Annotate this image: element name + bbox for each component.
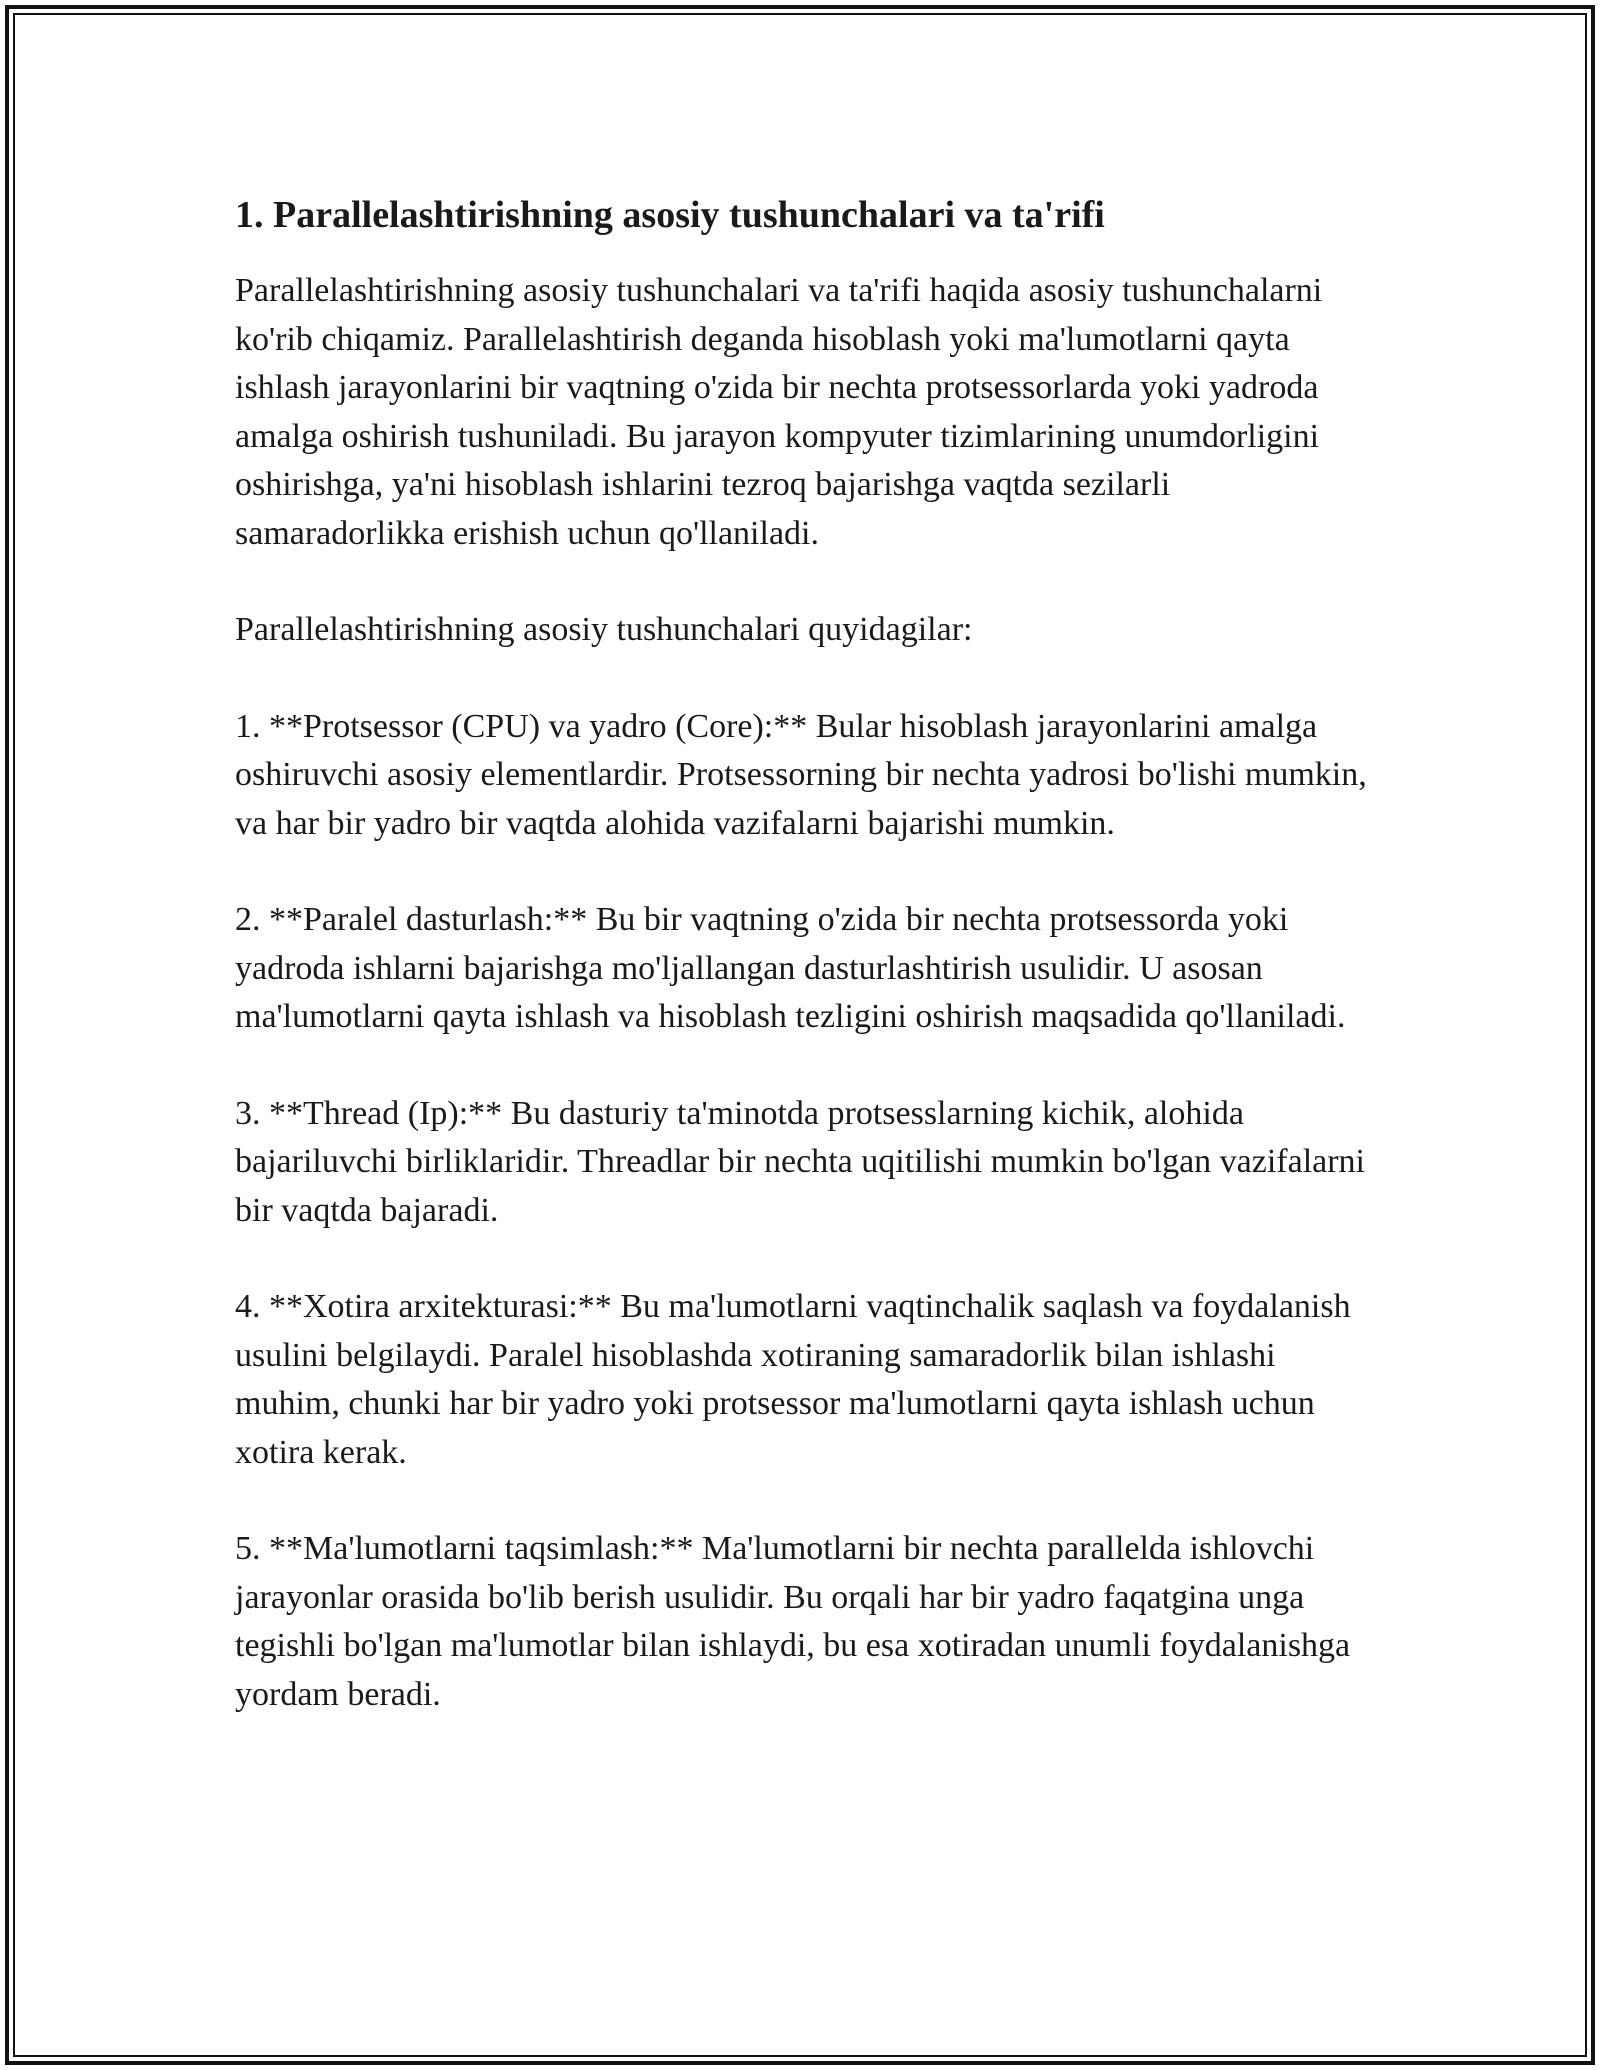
list-intro-paragraph: Parallelashtirishning asosiy tushunchalari quyidagilar: xyxy=(235,611,973,648)
document-body xyxy=(235,185,1380,1767)
list-item-cpu-core: 1. **Protsessor (CPU) va yadro (Core):** Bular hisoblash jarayonlarini amalga oshiruvchi asosiy elementlardir. Protsessorning bir nechta yadrosi bo'lishi mumkin, va har bir yadro bir vaqtda alohida vazifalarni bajarishi mumkin. xyxy=(235,707,1367,842)
list-item-data-distribution: 5. **Ma'lumotlarni taqsimlash:** Ma'lumotlarni bir nechta parallelda ishlovchi jarayonlar orasida bo'lib berish usulidir. Bu orqali har bir yadro faqatgina unga tegishli bo'lgan ma'lumotlar bilan ishlaydi, bu esa xotiradan unumli foydalanishga yordam beradi. xyxy=(235,1530,1351,1713)
list-item-thread: 3. **Thread (Ip):** Bu dasturiy ta'minotda protsesslarning kichik, alohida bajariluvchi birliklaridir. Threadlar bir nechta uqitilishi mumkin bo'lgan vazifalarni bir vaqtda bajaradi. xyxy=(235,1094,1366,1229)
list-item-parallel-programming: 2. **Paralel dasturlash:** Bu bir vaqtning o'zida bir nechta protsessorda yoki yadroda ishlarni bajarishga mo'ljallangan dasturlashtirish usulidir. U asosan ma'lumotlarni qayta ishlash va hisoblash tezligini oshirish maqsadida qo'llaniladi. xyxy=(235,901,1346,1035)
intro-paragraph: Parallelashtirishning asosiy tushunchalari va ta'rifi haqida asosiy tushunchalarni ko'rib chiqamiz. Parallelashtirish deganda hisoblash yoki ma'lumotlarni qayta ishlash jarayonlarini bir vaqtning o'zida bir nechta protsessorlarda yoki yadroda amalga oshirish tushuniladi. Bu jarayon kompyuter tizimlarining unumdorligini oshirishga, ya'ni hisoblash ishlarini tezroq bajarishga vaqtda sezilarli samaradorlikka erishish uchun qo'llaniladi. xyxy=(235,272,1323,552)
list-item-memory-architecture: 4. **Xotira arxitekturasi:** Bu ma'lumotlarni vaqtinchalik saqlash va foydalanish usulini belgilaydi. Paralel hisoblashda xotiraning samaradorlik bilan ishlashi muhim, chunki har bir yadro yoki protsessor ma'lumotlarni qayta ishlash uchun xotira kerak. xyxy=(235,1288,1351,1471)
document-title: 1. Parallelashtirishning asosiy tushunchalari va ta'rifi xyxy=(235,194,1105,236)
